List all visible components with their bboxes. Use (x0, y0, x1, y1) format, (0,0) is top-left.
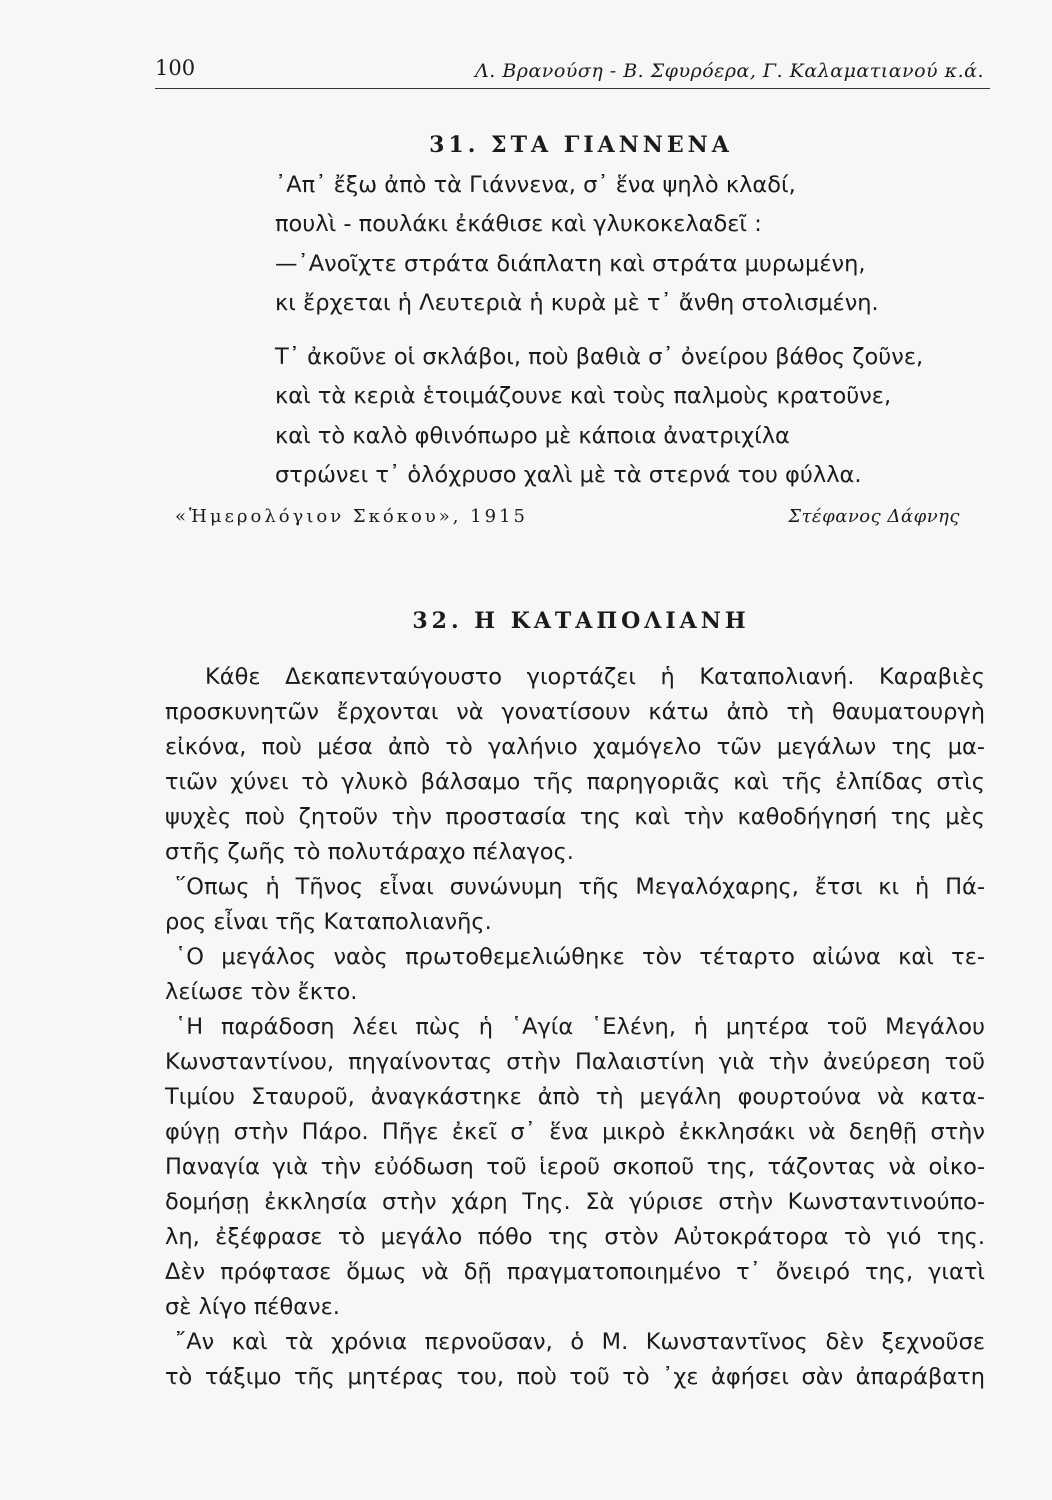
poem-line: στρώνει τ᾿ ὁλόχρυσο χαλὶ μὲ τὰ στερνά του φύλλα. (275, 462, 862, 488)
text-line: ῞Οπως ἡ Τῆνος εἶναι συνώνυμη τῆς Μεγαλόχαρης, ἔτσι κι ἡ Πά- (175, 874, 985, 900)
text-line: Τιμίου Σταυροῦ, ἀναγκάστηκε ἀπὸ τὴ μεγάλη φουρτούνα νὰ κατα- (165, 1084, 985, 1110)
text-line: ψυχὲς ποὺ ζητοῦν τὴν προστασία της καὶ τὴν καθοδήγησή της μὲς (165, 804, 985, 830)
text-line: εἰκόνα, ποὺ μέσα ἀπὸ τὸ γαλήνιο χαμόγελο τῶν μεγάλων της μα- (165, 734, 985, 760)
poem-line: καὶ τὰ κεριὰ ἑτοιμάζουνε καὶ τοὺς παλμοὺς κρατοῦνε, (275, 383, 892, 409)
text-line: Δὲν πρόφτασε ὅμως νὰ δῇ πραγματοποιημένο τ᾿ ὄνειρό της, γιατὶ (165, 1259, 985, 1285)
text-line: Κωνσταντίνου, πηγαίνοντας στὴν Παλαιστίνη γιὰ τὴν ἀνεύρεση τοῦ (165, 1049, 985, 1075)
text-line: Κάθε Δεκαπενταύγουστο γιορτάζει ἡ Καταπολιανή. Καραβιὲς (205, 664, 985, 690)
page-header (155, 52, 990, 89)
text-line: τὸ τάξιμο τῆς μητέρας του, ποὺ τοῦ τὸ ᾿χε ἀφήσει σὰν ἀπαράβατη (165, 1364, 985, 1390)
text-line: στῆς ζωῆς τὸ πολυτάραχο πέλαγος. (165, 839, 574, 865)
section-31-title: 31. ΣΤΑ ΓΙΑΝΝΕΝΑ (429, 132, 733, 158)
text-line: προσκυνητῶν ἔρχονται νὰ γονατίσουν κάτω ἀπὸ τὴ θαυματουργὴ (165, 699, 985, 725)
text-line: σὲ λίγο πέθανε. (165, 1294, 340, 1320)
text-line: Παναγία γιὰ τὴν εὐόδωση τοῦ ἱεροῦ σκοποῦ της, τάζοντας νὰ οἰκο- (165, 1154, 985, 1180)
poem-line: κι ἔρχεται ἡ Λευτεριὰ ἡ κυρὰ μὲ τ᾿ ἄνθη στολισμένη. (275, 290, 879, 316)
poem-line: —᾿Ανοῖχτε στράτα διάπλατη καὶ στράτα μυρωμένη, (275, 251, 866, 277)
text-line: ρος εἶναι τῆς Καταπολιανῆς. (165, 909, 492, 935)
text-line: τιῶν χύνει τὸ γλυκὸ βάλσαμο τῆς παρηγοριᾶς καὶ τῆς ἐλπίδας στὶς (165, 769, 985, 795)
text-line: ῾Ο μεγάλος ναὸς πρωτοθεμελιώθηκε τὸν τέταρτο αἰώνα καὶ τε- (175, 944, 985, 970)
running-head: Λ. Βρανούση - Β. Σφυρόερα, Γ. Καλαματιανού κ.ά. (475, 60, 984, 82)
poem-author: Στέφανος Δάφνης (788, 506, 960, 527)
text-line: ῾Η παράδοση λέει πὼς ἡ ῾Αγία ῾Ελένη, ἡ μητέρα τοῦ Μεγάλου (175, 1014, 985, 1040)
text-line: λη, ἐξέφρασε τὸ μεγάλο πόθο της στὸν Αὐτοκράτορα τὸ γιό της. (165, 1224, 985, 1250)
text-line: δομήσῃ ἐκκλησία στὴν χάρη Της. Σὰ γύρισε στὴν Κωνσταντινούπο- (165, 1189, 985, 1215)
poem-line: πουλὶ - πουλάκι ἐκάθισε καὶ γλυκοκελαδεῖ : (275, 211, 762, 237)
page-number: 100 (155, 56, 196, 80)
poem-line: ᾿Απ᾿ ἔξω ἀπὸ τὰ Γιάννενα, σ᾿ ἕνα ψηλὸ κλαδί, (275, 172, 796, 198)
section-32-title: 32. Η ΚΑΤΑΠΟΛΙΑΝΗ (412, 608, 750, 634)
poem-line: Τ᾿ ἀκοῦνε οἱ σκλάβοι, ποὺ βαθιὰ σ᾿ ὀνείρου βάθος ζοῦνε, (275, 344, 924, 370)
text-line: λείωσε τὸν ἔκτο. (165, 979, 358, 1005)
text-line: φύγῃ στὴν Πάρο. Πῆγε ἐκεῖ σ᾿ ἕνα μικρὸ ἐκκλησάκι νὰ δεηθῇ στὴν (165, 1119, 985, 1145)
poem-line: καὶ τὸ καλὸ φθινόπωρο μὲ κάποια ἀνατριχίλα (275, 423, 790, 449)
text-line: ῎Αν καὶ τὰ χρόνια περνοῦσαν, ὁ Μ. Κωνσταντῖνος δὲν ξεχνοῦσε (175, 1329, 985, 1355)
poem-source: «Ἡμερολόγιον Σκόκου», 1915 (175, 506, 528, 527)
